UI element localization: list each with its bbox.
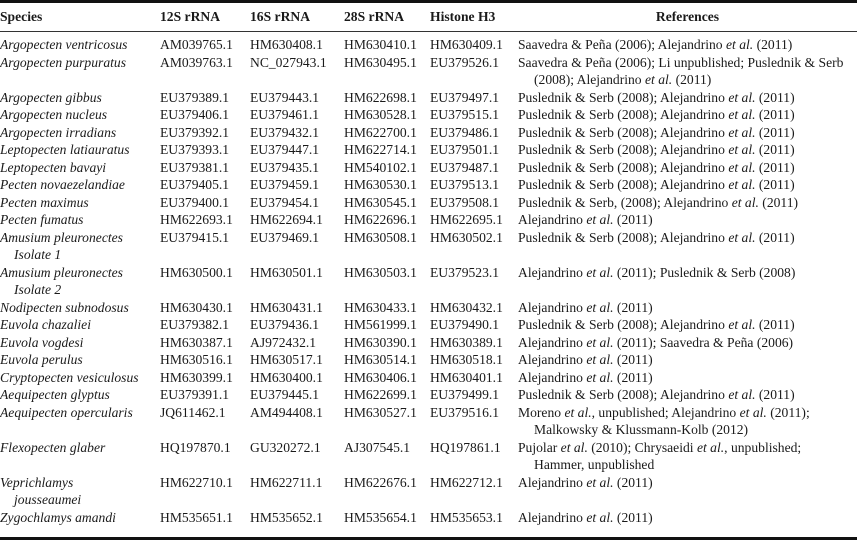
table-row — [0, 159, 857, 177]
accession-12s: AM039763.1 — [160, 54, 233, 70]
accession-16s: EU379445.1 — [250, 387, 320, 402]
reference-text: Alejandrino et al. (2011) — [518, 369, 653, 385]
species-name: Nodipecten subnodosus — [0, 299, 129, 315]
accession-histone-h3: HQ197861.1 — [430, 439, 501, 455]
species-name: Pecten fumatus — [0, 212, 84, 227]
accession-histone-h3: EU379490.1 — [430, 317, 500, 332]
accession-histone-h3: HM630502.1 — [430, 229, 503, 245]
species-name: Argopecten gibbus — [0, 89, 102, 105]
species-cell — [0, 299, 154, 317]
header-species: Species — [0, 9, 43, 24]
reference-text: Puslednik & Serb (2008); Alejandrino et al. (2011) — [518, 124, 795, 140]
accession-histone-h3: HM622712.1 — [430, 474, 503, 490]
table-row — [0, 31, 857, 54]
header-16s-rrna: 16S rRNA — [250, 9, 311, 24]
accession-16s: AM494408.1 — [250, 404, 323, 420]
references-cell — [518, 404, 857, 439]
references-cell — [518, 369, 857, 387]
species-name: Amusium pleuronectes — [0, 229, 123, 245]
accession-16s: EU379454.1 — [250, 194, 320, 210]
species-cell — [0, 31, 154, 54]
accession-12s: EU379393.1 — [160, 142, 230, 157]
species-cell — [0, 439, 154, 474]
accession-16s: EU379459.1 — [250, 177, 320, 192]
references-cell — [518, 141, 857, 159]
accession-histone-h3: HM630401.1 — [430, 369, 503, 385]
species-name: Zygochlamys amandi — [0, 509, 116, 525]
references-cell — [518, 509, 857, 527]
accession-28s: HM540102.1 — [344, 159, 417, 175]
species-name: Euvola chazaliei — [0, 317, 91, 332]
species-name-cont: Isolate 1 — [14, 247, 62, 262]
species-name: Amusium pleuronectes — [0, 264, 123, 280]
reference-text: Puslednik & Serb (2008); Alejandrino et al. (2011) — [518, 387, 795, 402]
references-cell — [518, 351, 857, 369]
accession-histone-h3: HM535653.1 — [430, 509, 503, 525]
references-cell — [518, 159, 857, 177]
reference-text: Puslednik & Serb (2008); Alejandrino et al. (2011) — [518, 177, 795, 192]
species-cell — [0, 229, 154, 264]
accession-histone-h3: HM630518.1 — [430, 352, 503, 367]
species-name: Argopecten irradians — [0, 124, 117, 140]
reference-text: Puslednik & Serb (2008); Alejandrino et al. (2011) — [518, 229, 795, 245]
species-name: Argopecten nucleus — [0, 107, 108, 122]
table-row — [0, 439, 857, 474]
accession-28s: HM622696.1 — [344, 212, 417, 227]
accession-histone-h3: EU379523.1 — [430, 264, 500, 280]
accession-histone-h3: HM630409.1 — [430, 37, 503, 52]
species-name: Veprichlamys — [0, 474, 74, 490]
species-cell — [0, 351, 154, 369]
accession-28s: HM630528.1 — [344, 107, 417, 122]
table-row — [0, 106, 857, 124]
species-cell — [0, 334, 154, 352]
accession-12s: EU379389.1 — [160, 89, 230, 105]
table-row — [0, 509, 857, 527]
species-name: Aequipecten glyptus — [0, 387, 110, 402]
accession-12s: HM630387.1 — [160, 334, 233, 350]
reference-text: Puslednik & Serb (2008); Alejandrino et al. (2011) — [518, 107, 795, 122]
table-row — [0, 369, 857, 387]
species-name: Pecten novaezelandiae — [0, 177, 125, 192]
species-cell — [0, 54, 154, 89]
reference-text: Moreno et al., unpublished; Alejandrino et al. (2011); — [518, 404, 810, 420]
accession-12s: HM622693.1 — [160, 212, 233, 227]
reference-text: Alejandrino et al. (2011); Puslednik & Serb (2008) — [518, 264, 796, 280]
species-name: Flexopecten glaber — [0, 439, 106, 455]
species-name: Aequipecten opercularis — [0, 404, 133, 420]
accession-28s: HM630495.1 — [344, 54, 417, 70]
accession-28s: HM630527.1 — [344, 404, 417, 420]
accession-28s: HM630530.1 — [344, 177, 417, 192]
references-cell — [518, 474, 857, 509]
accession-16s: HM630400.1 — [250, 369, 323, 385]
accession-12s: EU379392.1 — [160, 124, 230, 140]
accession-histone-h3: EU379497.1 — [430, 89, 500, 105]
reference-text: Alejandrino et al. (2011); Saavedra & Peña (2006) — [518, 334, 794, 350]
reference-text: Puslednik & Serb (2008); Alejandrino et al. (2011) — [518, 89, 795, 105]
references-cell — [518, 316, 857, 334]
accession-12s: HM630430.1 — [160, 299, 233, 315]
accession-16s: HM622711.1 — [250, 474, 323, 490]
accession-12s: EU379381.1 — [160, 159, 230, 175]
accession-12s: HM630399.1 — [160, 369, 233, 385]
references-cell — [518, 31, 857, 54]
species-cell — [0, 89, 154, 107]
accession-12s: EU379405.1 — [160, 177, 230, 192]
accession-28s: HM622714.1 — [344, 142, 417, 157]
reference-text: Puslednik & Serb (2008); Alejandrino et al. (2011) — [518, 159, 795, 175]
species-cell — [0, 106, 154, 124]
accession-16s: EU379469.1 — [250, 229, 320, 245]
reference-text: Puslednik & Serb (2008); Alejandrino et al. (2011) — [518, 142, 795, 157]
accession-28s: HM535654.1 — [344, 509, 417, 525]
accession-histone-h3: EU379516.1 — [430, 404, 500, 420]
table-row — [0, 124, 857, 142]
species-name: Argopecten ventricosus — [0, 37, 128, 52]
accession-12s: JQ611462.1 — [160, 404, 226, 420]
accession-16s: EU379435.1 — [250, 159, 320, 175]
accession-28s: HM622698.1 — [344, 89, 417, 105]
accession-16s: HM630408.1 — [250, 37, 323, 52]
species-name-cont: jousseaumei — [14, 492, 82, 507]
accession-12s: EU379391.1 — [160, 387, 230, 402]
accession-12s: HM630500.1 — [160, 264, 233, 280]
reference-text-cont: Malkowsky & Klussmann-Kolb (2012) — [534, 422, 749, 437]
references-cell — [518, 176, 857, 194]
references-cell — [518, 54, 857, 89]
references-cell — [518, 299, 857, 317]
species-cell — [0, 316, 154, 334]
accession-16s: HM622694.1 — [250, 212, 323, 227]
accession-histone-h3: HM630389.1 — [430, 334, 503, 350]
accession-histone-h3: EU379499.1 — [430, 387, 500, 402]
table-row — [0, 89, 857, 107]
species-name: Leptopecten bavayi — [0, 159, 107, 175]
accession-28s: HM630545.1 — [344, 194, 417, 210]
references-cell — [518, 386, 857, 404]
references-cell — [518, 229, 857, 264]
accession-histone-h3: EU379487.1 — [430, 159, 500, 175]
table-row — [0, 264, 857, 299]
data-table — [0, 3, 857, 526]
accession-histone-h3: HM630432.1 — [430, 299, 503, 315]
species-name-cont: Isolate 2 — [14, 282, 62, 297]
accession-histone-h3: EU379501.1 — [430, 142, 500, 157]
references-cell — [518, 439, 857, 474]
references-cell — [518, 124, 857, 142]
accession-28s: HM622676.1 — [344, 474, 417, 490]
accession-histone-h3: EU379486.1 — [430, 124, 500, 140]
accession-12s: EU379406.1 — [160, 107, 230, 122]
accession-16s: EU379447.1 — [250, 142, 320, 157]
species-cell — [0, 194, 154, 212]
species-name: Euvola vogdesi — [0, 334, 84, 350]
reference-text: Alejandrino et al. (2011) — [518, 509, 653, 525]
reference-text: Saavedra & Peña (2006); Li unpublished; Puslednik & Serb — [518, 54, 844, 70]
species-name: Leptopecten latiauratus — [0, 142, 130, 157]
accession-histone-h3: EU379515.1 — [430, 107, 500, 122]
reference-text: Pujolar et al. (2010); Chrysaeidi et al., unpublished; — [518, 439, 802, 455]
reference-text: Puslednik & Serb (2008); Alejandrino et al. (2011) — [518, 317, 795, 332]
species-cell — [0, 141, 154, 159]
accession-histone-h3: EU379526.1 — [430, 54, 500, 70]
table-row — [0, 351, 857, 369]
species-cell — [0, 404, 154, 439]
accession-12s: HM622710.1 — [160, 474, 233, 490]
accession-28s: AJ307545.1 — [344, 439, 411, 455]
accession-28s: HM630406.1 — [344, 369, 417, 385]
header-28s-rrna: 28S rRNA — [344, 9, 405, 24]
header-references: References — [655, 9, 720, 24]
accession-28s: HM630514.1 — [344, 352, 417, 367]
table-row — [0, 141, 857, 159]
table-row — [0, 211, 857, 229]
accession-12s: EU379400.1 — [160, 194, 230, 210]
reference-text-cont: Hammer, unpublished — [534, 457, 655, 472]
accession-28s: HM630410.1 — [344, 37, 417, 52]
accession-28s: HM561999.1 — [344, 317, 417, 332]
accession-28s: HM622700.1 — [344, 124, 417, 140]
table-row — [0, 194, 857, 212]
table-row — [0, 404, 857, 439]
accession-16s: HM630517.1 — [250, 352, 323, 367]
table-row — [0, 176, 857, 194]
accession-histone-h3: HM622695.1 — [430, 212, 503, 227]
accession-16s: HM535652.1 — [250, 509, 323, 525]
accession-12s: EU379382.1 — [160, 317, 230, 332]
accession-16s: GU320272.1 — [250, 439, 321, 455]
references-cell — [518, 264, 857, 299]
species-name: Pecten maximus — [0, 194, 89, 210]
accession-16s: EU379461.1 — [250, 107, 320, 122]
table-row — [0, 54, 857, 89]
reference-text: Alejandrino et al. (2011) — [518, 299, 653, 315]
reference-text-cont: (2008); Alejandrino et al. (2011) — [534, 72, 712, 87]
accession-12s: AM039765.1 — [160, 37, 233, 52]
table-row — [0, 316, 857, 334]
table-row — [0, 474, 857, 509]
header-12s-rrna: 12S rRNA — [160, 9, 221, 24]
species-cell — [0, 176, 154, 194]
species-cell — [0, 264, 154, 299]
species-cell — [0, 386, 154, 404]
reference-text: Alejandrino et al. (2011) — [518, 474, 653, 490]
reference-text: Puslednik & Serb, (2008); Alejandrino et al. (2011) — [518, 194, 799, 210]
species-cell — [0, 474, 154, 509]
table-row — [0, 299, 857, 317]
species-cell — [0, 369, 154, 387]
species-cell — [0, 211, 154, 229]
header-histone-h3: Histone H3 — [430, 9, 496, 24]
reference-text: Saavedra & Peña (2006); Alejandrino et al. (2011) — [518, 37, 793, 52]
accession-histone-h3: EU379508.1 — [430, 194, 500, 210]
species-cell — [0, 159, 154, 177]
header-row — [0, 3, 857, 31]
accession-12s: HQ197870.1 — [160, 439, 231, 455]
references-cell — [518, 106, 857, 124]
species-name: Cryptopecten vesiculosus — [0, 369, 139, 385]
references-cell — [518, 211, 857, 229]
species-cell — [0, 124, 154, 142]
reference-text: Alejandrino et al. (2011) — [518, 352, 653, 367]
accession-12s: HM630516.1 — [160, 352, 233, 367]
references-cell — [518, 194, 857, 212]
accession-16s: EU379432.1 — [250, 124, 320, 140]
species-cell — [0, 509, 154, 527]
reference-text: Alejandrino et al. (2011) — [518, 212, 653, 227]
accession-16s: NC_027943.1 — [250, 54, 327, 70]
table-row — [0, 229, 857, 264]
accession-28s: HM630508.1 — [344, 229, 417, 245]
table-row — [0, 334, 857, 352]
bottom-rule — [0, 537, 857, 540]
accession-28s: HM630503.1 — [344, 264, 417, 280]
accession-histone-h3: EU379513.1 — [430, 177, 500, 192]
references-cell — [518, 334, 857, 352]
species-name: Euvola perulus — [0, 352, 83, 367]
accession-16s: EU379436.1 — [250, 317, 320, 332]
accession-28s: HM622699.1 — [344, 387, 417, 402]
accession-16s: AJ972432.1 — [250, 334, 317, 350]
table-row — [0, 386, 857, 404]
accession-12s: HM535651.1 — [160, 509, 233, 525]
accession-12s: EU379415.1 — [160, 229, 230, 245]
accession-28s: HM630433.1 — [344, 299, 417, 315]
accession-16s: HM630501.1 — [250, 264, 323, 280]
species-name: Argopecten purpuratus — [0, 54, 126, 70]
accession-16s: HM630431.1 — [250, 299, 323, 315]
references-cell — [518, 89, 857, 107]
accession-28s: HM630390.1 — [344, 334, 417, 350]
accession-16s: EU379443.1 — [250, 89, 320, 105]
